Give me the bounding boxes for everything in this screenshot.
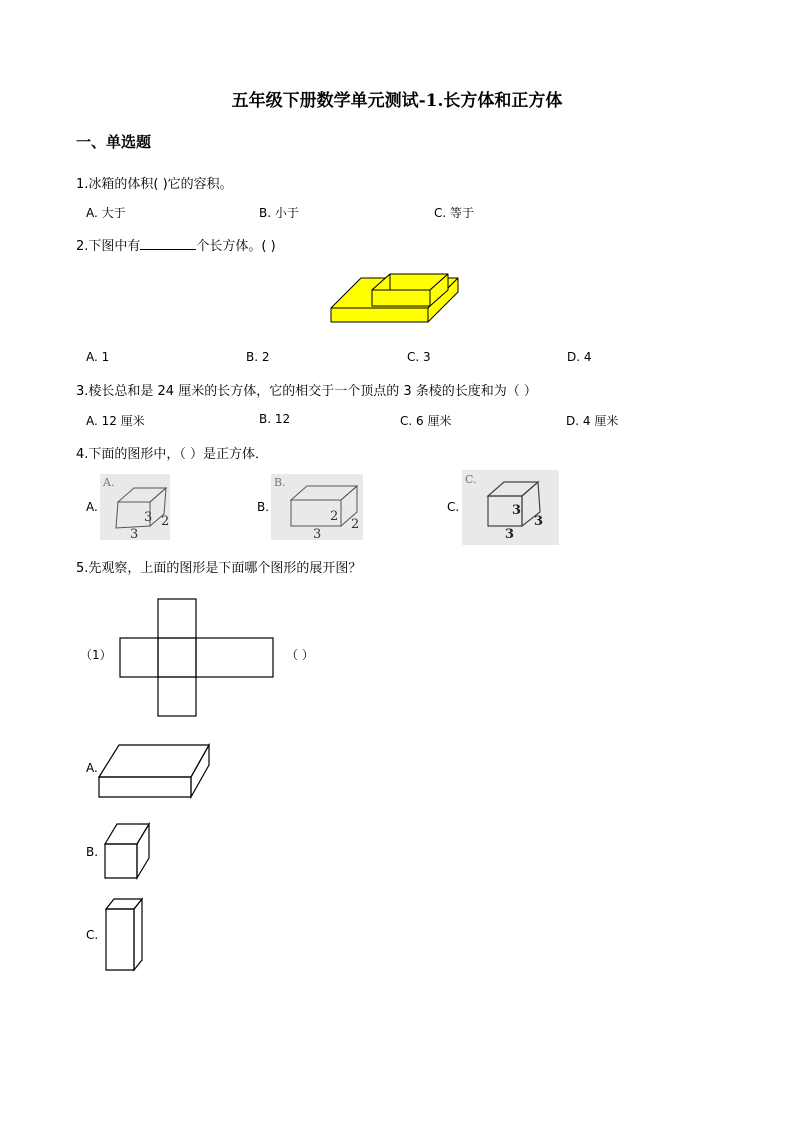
q3-option-c[interactable]: C. 6 厘米: [400, 414, 452, 428]
q5-option-b-label[interactable]: B.: [86, 845, 99, 859]
q4-a-dim-side: 2: [161, 514, 170, 529]
q2-bottom-slab-front: [331, 308, 428, 322]
question-1: 1.冰箱的体积( )它的容积。: [76, 177, 233, 192]
q4-option-b-label[interactable]: B.: [257, 500, 270, 514]
q4-a-dim-front: 3: [144, 510, 153, 525]
q4-c-dim-front: 3: [512, 503, 522, 518]
q3-option-d[interactable]: D. 4 厘米: [566, 414, 619, 428]
q4-option-c-image[interactable]: [462, 470, 559, 545]
section-heading: 一、单选题: [76, 133, 152, 151]
q3-option-b[interactable]: B. 12: [259, 412, 291, 426]
q5-item-label: （1）: [80, 648, 112, 662]
q2-middle-slab-front: [372, 290, 430, 306]
q5-option-a-label[interactable]: A.: [86, 761, 98, 775]
q2-option-b[interactable]: B. 2: [246, 350, 270, 364]
q1-option-c[interactable]: C. 等于: [434, 206, 475, 220]
q3-option-a[interactable]: A. 12 厘米: [86, 414, 145, 428]
q4-c-dim-side: 3: [534, 514, 544, 529]
q2-blank: [140, 237, 196, 250]
question-2: [76, 235, 276, 254]
q4-b-image-label: B.: [274, 476, 286, 489]
question-4: 4.下面的图形中，（ ）是正方体．: [76, 447, 269, 462]
q4-b-dim-bottom: 3: [313, 527, 322, 542]
q2-option-c[interactable]: C. 3: [407, 350, 431, 364]
q2-stacked-cuboids-figure: [330, 268, 460, 324]
q2-text-before: 2.下图中有: [76, 239, 141, 254]
question-3: 3.棱长总和是 24 厘米的长方体，它的相交于一个顶点的 3 条棱的长度和为（ ）: [76, 384, 537, 399]
q4-c-image-label: C.: [465, 473, 477, 486]
q2-text-after: 个长方体。( ): [196, 239, 276, 254]
q1-option-b[interactable]: B. 小于: [259, 206, 299, 220]
q4-option-a-label[interactable]: A.: [86, 500, 98, 514]
q5-answer-paren[interactable]: （ ）: [286, 648, 314, 662]
q5-option-c-label[interactable]: C.: [86, 928, 99, 942]
question-5: 5.先观察，上面的图形是下面哪个图形的展开图？: [76, 561, 362, 576]
q4-option-c-label[interactable]: C.: [447, 500, 460, 514]
q4-option-b-image[interactable]: [271, 474, 363, 540]
q5-option-a-figure[interactable]: [97, 743, 211, 799]
q4-c-dim-bottom: 3: [505, 527, 515, 542]
q2-option-d[interactable]: D. 4: [567, 350, 592, 364]
q5-option-c-figure[interactable]: [104, 897, 144, 973]
q4-a-dim-bottom: 3: [130, 527, 139, 542]
q2-option-a[interactable]: A. 1: [86, 350, 110, 364]
page-title: 五年级下册数学单元测试-1.长方体和正方体: [231, 91, 563, 111]
q4-b-dim-front: 2: [330, 509, 339, 524]
q4-a-image-label: A.: [103, 476, 115, 489]
q1-option-a[interactable]: A. 大于: [86, 206, 126, 220]
q4-option-a-image[interactable]: [100, 474, 170, 540]
q5-option-b-figure[interactable]: [103, 822, 153, 880]
q5-net-diagram: [119, 598, 275, 718]
q4-b-dim-side: 2: [351, 517, 360, 532]
